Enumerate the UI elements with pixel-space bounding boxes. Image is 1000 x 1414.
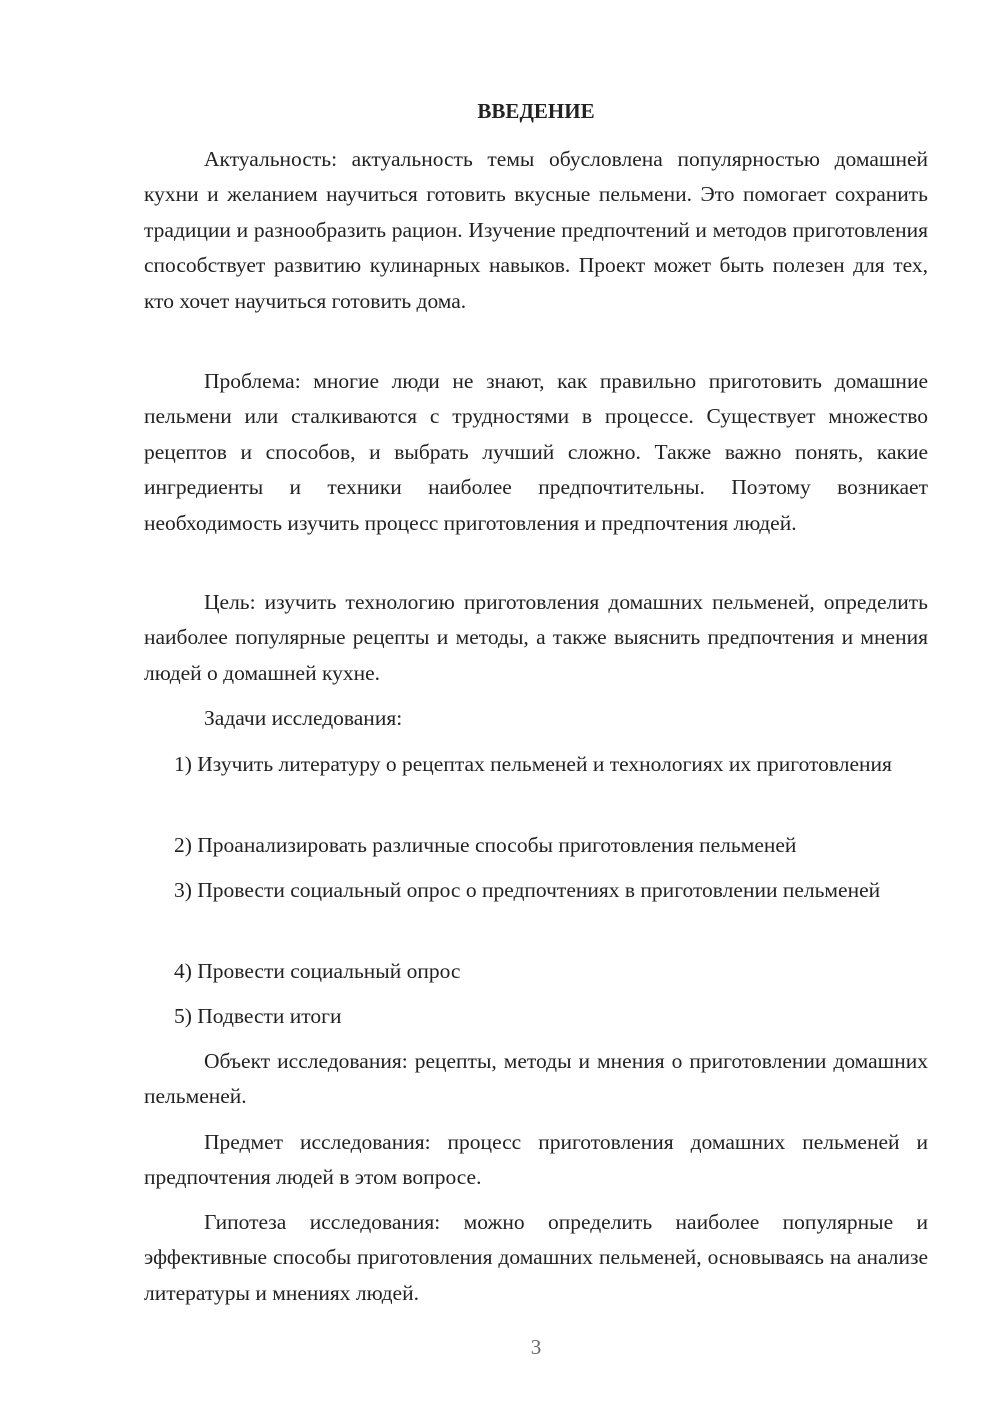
object-paragraph: Объект исследования: рецепты, методы и мнения о приготовлении домашних пельменей. [144, 1049, 928, 1109]
task-item-4: 4) Провести социальный опрос [174, 959, 461, 983]
task-item-2: 2) Проанализировать различные способы приготовления пельменей [174, 833, 797, 857]
page-title: ВВЕДЕНИЕ [477, 99, 595, 123]
task-item-1: 1) Изучить литературу о рецептах пельменей и технологиях их приготовления [174, 752, 892, 776]
relevance-paragraph: Актуальность: актуальность темы обусловлена популярностью домашней кухни и желанием научиться готовить вкусные пельмени. Это помогает сохранить традиции и разнообразить рацион. Изучение предпочтений и методов приготовления способствует развитию кулинарных навыков. Проект может быть полезен для тех, кто хочет научиться готовить дома. [144, 147, 928, 313]
task-item-5: 5) Подвести итоги [174, 1004, 342, 1028]
hypothesis-paragraph: Гипотеза исследования: можно определить наиболее популярные и эффективные способы приготовления домашних пельменей, основываясь на анализе литературы и мнениях людей. [144, 1210, 928, 1305]
goal-paragraph: Цель: изучить технологию приготовления домашних пельменей, определить наиболее популярные рецепты и методы, а также выяснить предпочтения и мнения людей о домашней кухне. [144, 590, 928, 685]
task-item-3: 3) Провести социальный опрос о предпочтениях в приготовлении пельменей [174, 878, 881, 902]
problem-paragraph: Проблема: многие люди не знают, как правильно приготовить домашние пельмени или сталкиваются с трудностями в процессе. Существует множество рецептов и способов, и выбрать лучший сложно. Также важно понять, какие ингредиенты и техники наиболее предпочтительны. Поэтому возникает необходимость изучить процесс приготовления и предпочтения людей. [144, 369, 928, 535]
page-number: 3 [530, 1335, 542, 1359]
subject-paragraph: Предмет исследования: процесс приготовления домашних пельменей и предпочтения людей в этом вопросе. [144, 1130, 928, 1190]
tasks-heading: Задачи исследования: [204, 706, 403, 730]
